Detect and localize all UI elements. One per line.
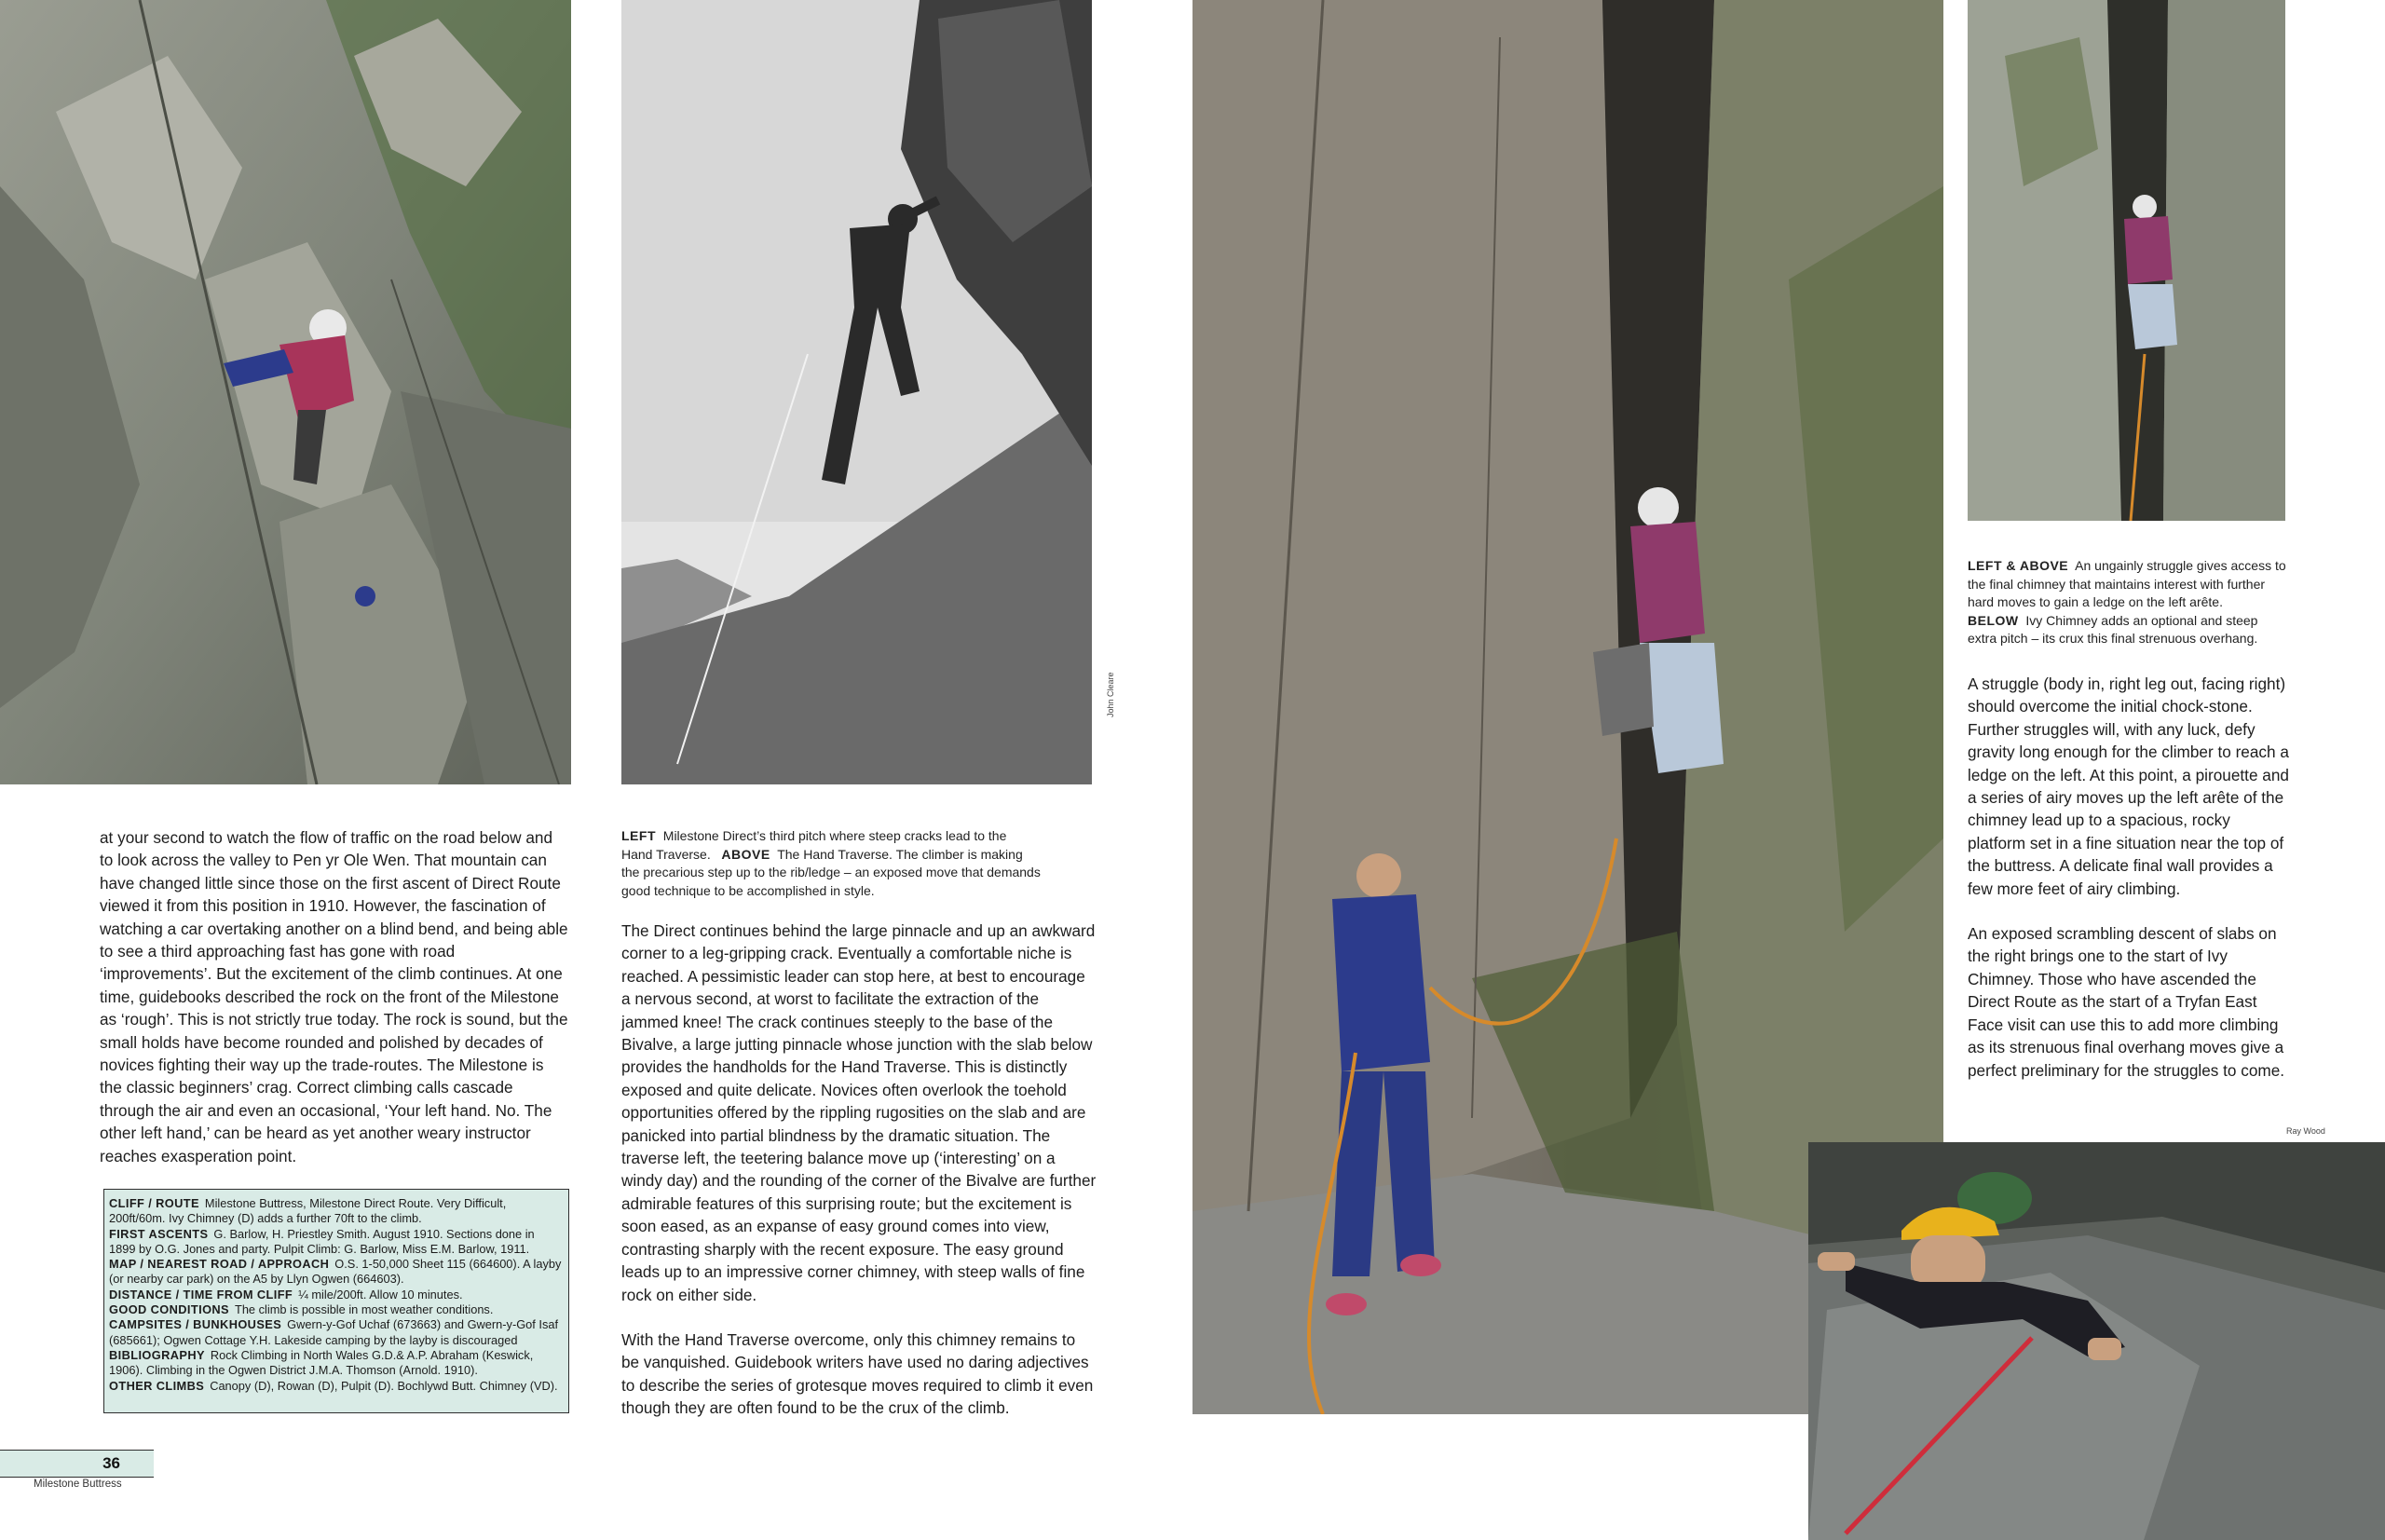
factbox-row: OTHER CLIMBS Canopy (D), Rowan (D), Pulpit (D). Bochlywd Butt. Chimney (VD). [109, 1378, 558, 1393]
caption-text: The Hand Traverse. The climber is making the precarious step up to the rib/ledge – an exposed move that demands good technique to be accomplished in style. [621, 846, 1041, 898]
body-paragraph: With the Hand Traverse overcome, only this chimney remains to be vanquished. Guidebook writers have used no daring adjectives to describe the series of grotesque moves required to climb it even though they are often found to be the crux of the climb. [621, 1329, 1094, 1418]
caption-left-page [621, 827, 1041, 900]
caption-text: An ungainly struggle gives access to the final chimney that maintains interest with further hard moves to gain a ledge on the left arête. [1968, 558, 2286, 609]
body-paragraph: A struggle (body in, right leg out, facing right) should overcome the initial chock-stone. Further struggles will, with any luck, defy gravity long enough for the climber to reach a ledge on the left. At this point, a pirouette and a series of airy moves up the left arête of the chimney lead up to a spacious, rocky platform set in a fine situation near the top of the buttress. A delicate final wall provides a few more feet of airy climbing. [1968, 675, 2289, 898]
factbox-row: CAMPSITES / BUNKHOUSES Gwern-y-Gof Uchaf (673663) and Gwern-y-Gof Isaf (685661); Ogwen Cottage Y.H. Lakeside camping by the layby is discouraged [109, 1317, 559, 1347]
factbox-row: GOOD CONDITIONS The climb is possible in most weather conditions. [109, 1302, 494, 1317]
photo-ivy-chimney-overhang [1808, 1142, 2385, 1540]
page-number-bar [0, 1450, 154, 1478]
factbox-row: CLIFF / ROUTE Milestone Buttress, Milestone Direct Route. Very Difficult, 200ft/60m. Ivy Chimney (D) adds a further 70ft to the climb. [109, 1196, 507, 1226]
caption-text: Milestone Direct’s third pitch where steep cracks lead to the Hand Traverse. [621, 828, 1007, 862]
factbox-row: BIBLIOGRAPHY Rock Climbing in North Wales G.D.& A.P. Abraham (Keswick, 1906). Climbing in the Ogwen District J.M.A. Thomson (Arnold. 1910). [109, 1347, 534, 1378]
photo-slab-climber [0, 0, 571, 784]
factbox-row: MAP / NEAREST ROAD / APPROACH O.S. 1-50,000 Sheet 115 (664600). A layby (or nearby car park) on the A5 by Llyn Ogwen (664603). [109, 1257, 562, 1287]
body-paragraph: An exposed scrambling descent of slabs on the right brings one to the start of Ivy Chimney. Those who have ascended the Direct Route as the start of a Tryfan East Face visit can use this to add more climbing as its strenuous final overhang moves give a perfect preliminary for the struggles to come. [1968, 924, 2285, 1080]
running-title: Milestone Buttress [34, 1479, 122, 1490]
caption-text: Ivy Chimney adds an optional and steep extra pitch – its crux this final strenuous overhang. [1968, 612, 2258, 646]
photo-hand-traverse-bw [621, 0, 1092, 784]
factbox-row: FIRST ASCENTS G. Barlow, H. Priestley Smith. August 1910. Sections done in 1899 by O.G. Jones and party. Pulpit Climb: G. Barlow, Miss E.M. Barlow, 1911. [109, 1226, 535, 1256]
body-column-2 [621, 920, 1097, 1442]
caption-right-page [1968, 557, 2286, 648]
caption-tag-below: BELOW [1968, 612, 2019, 628]
caption-tag-above: ABOVE [721, 846, 770, 862]
photo-final-chimney [1968, 0, 2285, 521]
caption-tag-left: LEFT [621, 828, 656, 843]
factbox-row: DISTANCE / TIME FROM CLIFF ¼ mile/200ft. Allow 10 minutes. [109, 1287, 463, 1302]
body-paragraph: at your second to watch the flow of traffic on the road below and to look across the valley to Pen yr Ole Wen. That mountain can have changed little since those on the first ascent of Direct Route viewed it from this position in 1910. However, the fascination of watching a car overtaking another on a blind bend, and being able to see a third approaching fast has gone with road ‘improvements’. But the excitement of the climb continues. At one time, guidebooks described the rock on the front of the Milestone as ‘rough’. This is not strictly true today. The rock is sound, but the small holds have become rounded and polished by decades of novices fighting their way up the trade-routes. The Milestone is the classic beginners’ crag. Correct climbing calls cascade through the air and even an occasional, ‘Your left hand. No. The other left hand,’ can be heard as yet another weary instructor reaches exasperation point. [100, 828, 568, 1165]
page-number: 36 [102, 1454, 120, 1472]
route-factbox [103, 1189, 569, 1413]
photo-credit-bw: John Cleare [1106, 672, 1115, 717]
photo-credit-right: Ray Wood [2286, 1126, 2325, 1136]
body-column-1 [100, 826, 570, 1190]
body-column-3 [1968, 673, 2290, 1104]
body-paragraph: The Direct continues behind the large pinnacle and up an awkward corner to a leg-gripping crack. Eventually a comfortable niche is reached. A pessimistic leader can stop here, at best to encourage a nervous second, at worst to facilitate the extraction of the jammed knee! The crack continues steeply to the base of the Bivalve, a large jutting pinnacle whose junction with the slab below provides the handholds for the Hand Traverse. This is distinctly exposed and quite delicate. Novices often overlook the toehold opportunities offered by the rippling rugosities on the slab and are panicked into partial blindness by the dramatic situation. The traverse left, the teetering balance move up (‘interesting’ on a windy day) and the rounding of the corner of the Bivalve are further admirable features of this surprising route; but the excitement is soon eased, as an expanse of easy ground comes into view, contrasting sharply with the recent exposure. The easy ground leads up to an impressive corner chimney, with steep walls of fine rock on either side. [621, 921, 1097, 1304]
caption-tag-left-above: LEFT & ABOVE [1968, 558, 2069, 573]
